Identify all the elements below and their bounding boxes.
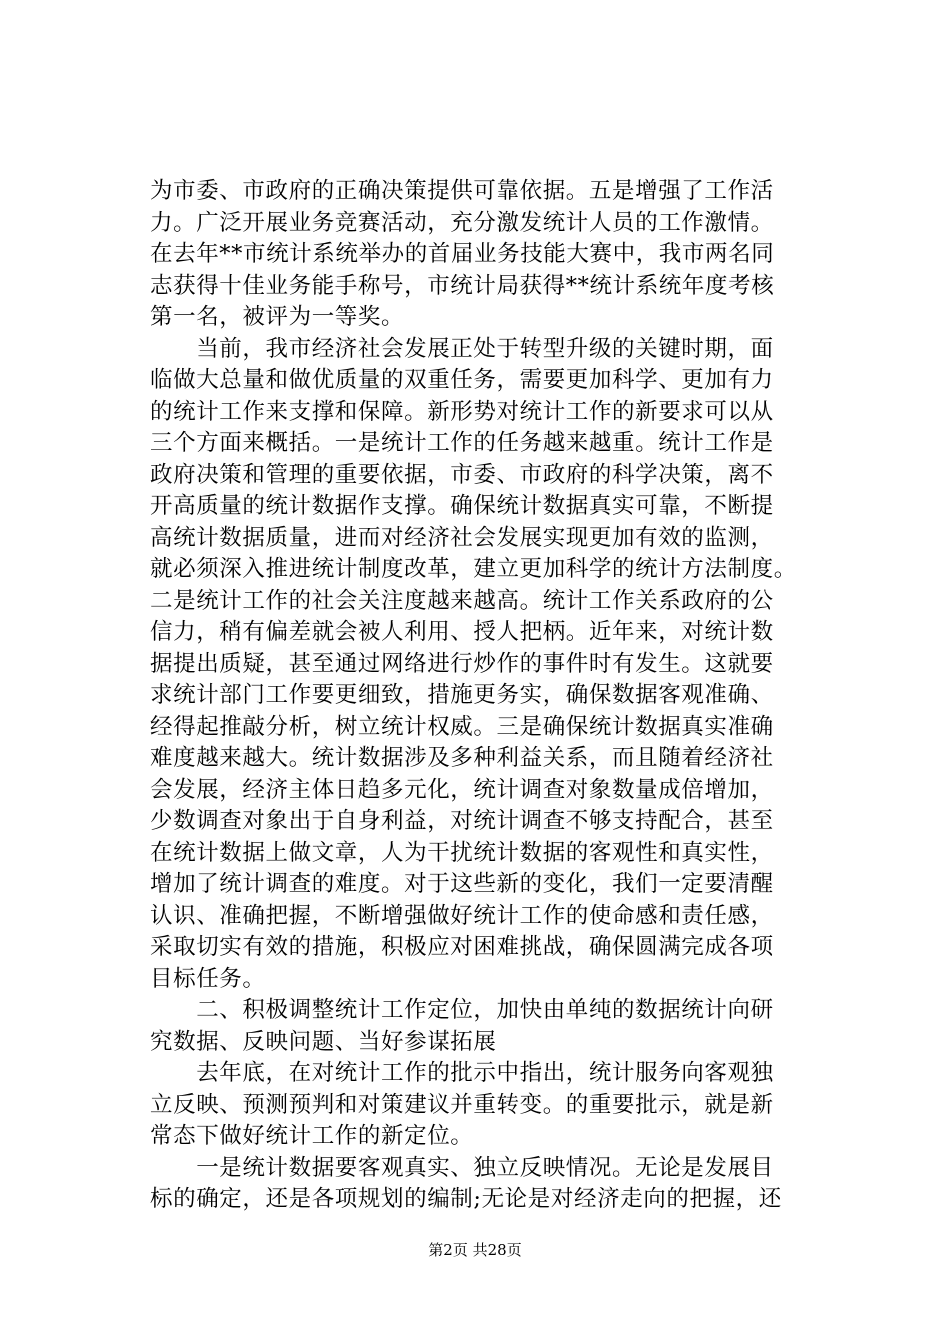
text-line: 二、积极调整统计工作定位，加快由单纯的数据统计向研 [150, 997, 774, 1023]
text-line: 志获得十佳业务能手称号，市统计局获得**统计系统年度考核 [150, 272, 775, 299]
text-line: 认识、准确把握，不断增强做好统计工作的使命感和责任感， [150, 902, 774, 929]
text-line: 会发展，经济主体日趋多元化，统计调查对象数量成倍增加， [150, 776, 774, 803]
text-line: 信力，稍有偏差就会被人利用、授人把柄。近年来，对统计数 [150, 619, 774, 645]
text-line: 临做大总量和做优质量的双重任务，需要更加科学、更加有力 [150, 367, 774, 393]
text-line: 当前，我市经济社会发展正处于转型升级的关键时期，面 [150, 335, 774, 362]
text-line: 难度越来越大。统计数据涉及多种利益关系，而且随着经济社 [150, 745, 774, 771]
text-line: 去年底，在对统计工作的批示中指出，统计服务向客观独 [150, 1060, 774, 1086]
text-line: 标的确定，还是各项规划的编制;无论是对经济走向的把握，还 [150, 1186, 782, 1212]
text-line: 增加了统计调查的难度。对于这些新的变化，我们一定要清醒 [150, 871, 774, 897]
text-line: 采取切实有效的措施，积极应对困难挑战，确保圆满完成各项 [150, 934, 774, 960]
text-line: 力。广泛开展业务竞赛活动，充分激发统计人员的工作激情。 [150, 209, 774, 236]
text-line: 究数据、反映问题、当好参谋拓展 [150, 1028, 497, 1055]
text-line: 在去年**市统计系统举办的首届业务技能大赛中，我市两名同 [150, 241, 775, 267]
text-line: 在统计数据上做文章，人为干扰统计数据的客观性和真实性， [150, 839, 774, 866]
text-line: 为市委、市政府的正确决策提供可靠依据。五是增强了工作活 [150, 178, 774, 204]
text-line: 一是统计数据要客观真实、独立反映情况。无论是发展目 [150, 1154, 774, 1181]
text-line: 求统计部门工作要更细致，措施更务实，确保数据客观准确、 [150, 682, 774, 708]
text-line: 高统计数据质量，进而对经济社会发展实现更加有效的监测， [150, 524, 774, 551]
text-line: 立反映、预测预判和对策建议并重转变。的重要批示，就是新 [150, 1091, 774, 1118]
text-line: 常态下做好统计工作的新定位。 [150, 1123, 474, 1149]
text-line: 的统计工作来支撑和保障。新形势对统计工作的新要求可以从 [150, 398, 774, 425]
text-line: 政府决策和管理的重要依据，市委、市政府的科学决策，离不 [150, 461, 774, 488]
text-line: 据提出质疑，甚至通过网络进行炒作的事件时有发生。这就要 [150, 650, 774, 677]
text-line: 第一名，被评为一等奖。 [150, 304, 405, 330]
text-line: 三个方面来概括。一是统计工作的任务越来越重。统计工作是 [150, 430, 774, 456]
text-line: 就必须深入推进统计制度改革，建立更加科学的统计方法制度。 [150, 556, 797, 582]
text-line: 少数调查对象出于自身利益，对统计调查不够支持配合，甚至 [150, 808, 774, 834]
text-line: 开高质量的统计数据作支撑。确保统计数据真实可靠，不断提 [150, 493, 774, 519]
text-line: 目标任务。 [150, 965, 266, 992]
text-line: 二是统计工作的社会关注度越来越高。统计工作关系政府的公 [150, 587, 774, 614]
body-text [150, 176, 810, 1216]
text-line: 经得起推敲分析，树立统计权威。三是确保统计数据真实准确 [150, 713, 774, 740]
page-footer: 第2页 共28页 [428, 1241, 522, 1259]
